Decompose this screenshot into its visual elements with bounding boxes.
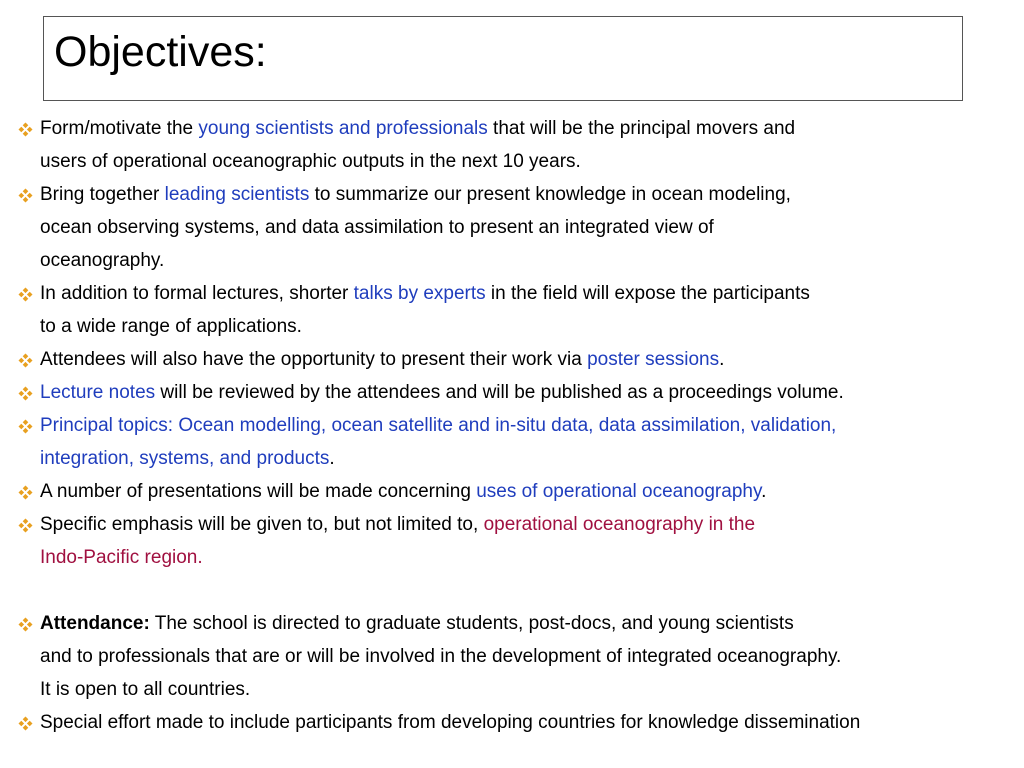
slide-title: Objectives: <box>54 28 267 76</box>
highlight-text: operational oceanography in the <box>483 514 756 535</box>
attendance-item: Attendance: The school is directed to graduate students, post-docs, and young scientists and to professionals that are or will be involved in the development of integrated oceanography. It is open to all countries. <box>18 607 1024 706</box>
four-diamond-bullet-icon <box>18 188 33 203</box>
list-item: Lecture notes will be reviewed by the attendees and will be published as a proceedings volume. <box>18 376 1024 409</box>
list-item: Attendees will also have the opportunity to present their work via poster sessions. <box>18 343 1024 376</box>
four-diamond-bullet-icon <box>18 122 33 137</box>
four-diamond-bullet-icon <box>18 485 33 500</box>
highlight-text: Lecture notes <box>40 382 156 403</box>
spacer <box>18 574 1024 607</box>
highlight-text: Principal topics: Ocean modelling, ocean satellite and in-situ data, data assimilation, validation, <box>40 415 837 436</box>
highlight-text: poster sessions <box>587 349 720 370</box>
objectives-list <box>18 112 1024 739</box>
list-item: Specific emphasis will be given to, but not limited to, operational oceanography in the Indo-Pacific region. <box>18 508 1024 574</box>
four-diamond-bullet-icon <box>18 353 33 368</box>
list-item: Form/motivate the young scientists and professionals that will be the principal movers and users of operational oceanographic outputs in the next 10 years. <box>18 112 1024 178</box>
highlight-text: young scientists and professionals <box>198 118 488 139</box>
four-diamond-bullet-icon <box>18 386 33 401</box>
highlight-text: talks by experts <box>353 283 486 304</box>
four-diamond-bullet-icon <box>18 518 33 533</box>
list-item: A number of presentations will be made concerning uses of operational oceanography. <box>18 475 1024 508</box>
highlight-text: uses of operational oceanography <box>476 481 762 502</box>
four-diamond-bullet-icon <box>18 287 33 302</box>
four-diamond-bullet-icon <box>18 716 33 731</box>
highlight-text: integration, systems, and products <box>40 448 330 469</box>
attendance-label: Attendance: <box>40 613 150 634</box>
highlight-text: leading scientists <box>164 184 310 205</box>
list-item: In addition to formal lectures, shorter talks by experts in the field will expose the participants to a wide range of applications. <box>18 277 1024 343</box>
four-diamond-bullet-icon <box>18 617 33 632</box>
slide-title-box <box>43 16 963 101</box>
four-diamond-bullet-icon <box>18 419 33 434</box>
special-effort-item: Special effort made to include participants from developing countries for knowledge dissemination <box>18 706 1024 739</box>
highlight-text: Indo-Pacific region. <box>40 547 203 568</box>
list-item: Bring together leading scientists to summarize our present knowledge in ocean modeling, ocean observing systems, and data assimilation to present an integrated view of oceanography. <box>18 178 1024 277</box>
list-item: Principal topics: Ocean modelling, ocean satellite and in-situ data, data assimilation, validation, integration, systems, and products. <box>18 409 1024 475</box>
